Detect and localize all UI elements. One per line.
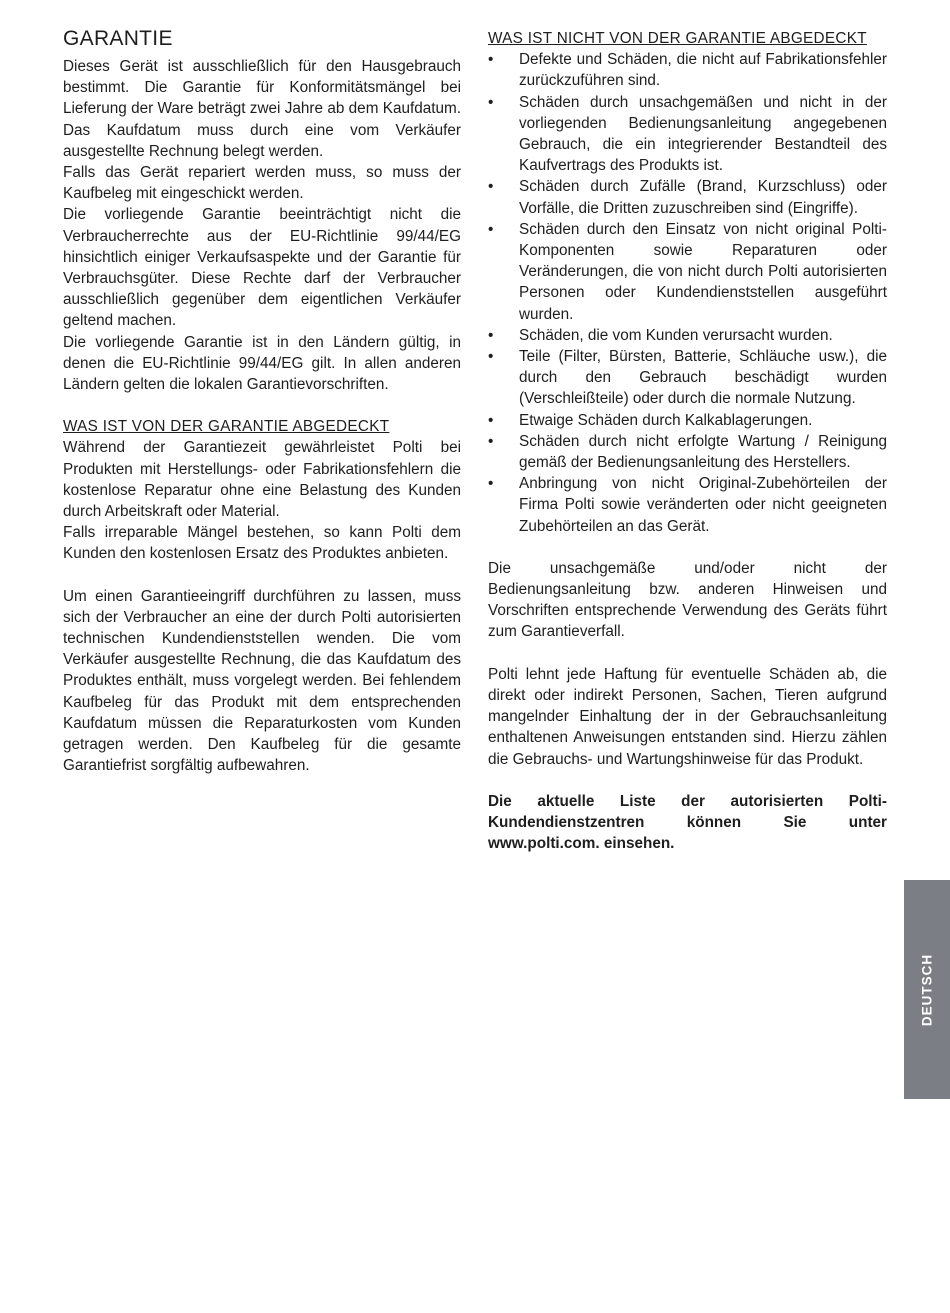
- bullet-icon: •: [488, 475, 494, 493]
- intro-paragraph-1: Dieses Gerät ist ausschließlich für den Hausgebrauch bestimmt. Die Garantie für Konformitätsmängel bei Lieferung der Ware beträgt zwei Jahre ab dem Kaufdatum. Das Kaufdatum muss durch eine vom Verkäufer ausgestellte Rechnung belegt werden.: [63, 58, 461, 160]
- bullet-icon: •: [488, 93, 494, 111]
- intro-paragraph-3: Die vorliegende Garantie beeinträchtigt nicht die Verbraucherrechte aus der EU-Richtlinie 99/44/EG hinsichtlich einiger Verkaufsaspekte und der Garantie für Verbrauchsgüter. Diese Rechte darf der Verbraucher ausschließlich gegenüber dem eigentlichen Verkäufer geltend machen.: [63, 206, 461, 330]
- covered-paragraph-2: Falls irreparable Mängel bestehen, so kann Polti dem Kunden den kostenlosen Ersatz des Produktes anbieten.: [63, 524, 461, 563]
- spacer: [63, 565, 461, 586]
- list-item: [488, 346, 887, 410]
- claim-paragraph: Um einen Garantieeingriff durchführen zu lassen, muss sich der Verbraucher an eine der durch Polti autorisierten technischen Kundendienststellen wenden. Die vom Verkäufer ausgestellte Rechnung, die das Kaufdatum des Produktes enthält, muss vorgelegt werden. Bei fehlendem Kaufbeleg für das Produkt mit dem entsprechenden Kaufdatum müssen die Reparaturkosten vom Kunden getragen werden. Den Kaufbeleg für die gesamte Garantiefrist sorgfältig aufbewahren.: [63, 587, 461, 775]
- spacer: [63, 395, 461, 416]
- list-item-text: Anbringung von nicht Original-Zubehörteilen der Firma Polti sowie veränderten oder nicht geeigneten Zubehörteilen an das Gerät.: [519, 475, 887, 535]
- not-covered-heading: WAS IST NICHT VON DER GARANTIE ABGEDECKT: [488, 30, 867, 47]
- bullet-icon: •: [488, 411, 494, 429]
- list-item-text: Etwaige Schäden durch Kalkablagerungen.: [519, 411, 813, 429]
- bullet-icon: •: [488, 432, 494, 450]
- bullet-icon: •: [488, 348, 494, 366]
- list-item-text: Schäden durch nicht erfolgte Wartung / Reinigung gemäß der Bedienungsanleitung des Herstellers.: [519, 432, 887, 472]
- bullet-icon: •: [488, 326, 494, 344]
- spacer: [488, 537, 887, 558]
- list-item: [488, 410, 887, 431]
- covered-heading: WAS IST VON DER GARANTIE ABGEDECKT: [63, 418, 390, 436]
- misuse-paragraph: Die unsachgemäße und/oder nicht der Bedienungsanleitung bzw. anderen Hinweisen und Vorschriften entsprechende Verwendung des Geräts führt zum Garantieverfall.: [488, 559, 887, 641]
- intro-paragraph-4: Die vorliegende Garantie ist in den Ländern gültig, in denen die EU-Richtlinie 99/44/EG gilt. In allen anderen Ländern gelten die lokalen Garantievorschriften.: [63, 333, 461, 394]
- list-item: [488, 325, 887, 346]
- left-column: [63, 26, 461, 777]
- list-item: [488, 431, 887, 473]
- bullet-icon: •: [488, 220, 494, 238]
- liability-paragraph: Polti lehnt jede Haftung für eventuelle Schäden ab, die direkt oder indirekt Personen, Sachen, Tieren aufgrund mangelnder Einhaltung der in der Gebrauchsanleitung enthaltenen Anweisungen entstanden sind. Hierzu zählen die Gebrauchs- und Wartungshinweise für das Produkt.: [488, 665, 887, 768]
- list-item: [488, 92, 887, 177]
- language-tab-label: DEUTSCH: [919, 953, 935, 1026]
- list-item: [488, 176, 887, 218]
- intro-paragraph-2: Falls das Gerät repariert werden muss, so muss der Kaufbeleg mit eingeschickt werden.: [63, 164, 461, 203]
- page-title: GARANTIE: [63, 27, 173, 50]
- list-item-text: Schäden, die vom Kunden verursacht wurden.: [519, 326, 833, 344]
- not-covered-list: [488, 49, 887, 537]
- list-item: [488, 219, 887, 325]
- list-item-text: Schäden durch unsachgemäßen und nicht in der vorliegenden Bedienungsanleitung angegebenen Gebrauch, die ein integrierender Bestandteil des Kaufvertrags des Produkts ist.: [519, 93, 887, 175]
- covered-paragraph-1: Während der Garantiezeit gewährleistet Polti bei Produkten mit Herstellungs- oder Fabrikationsfehlern die kostenlose Reparatur ohne eine Belastung des Kunden durch Arbeitskraft oder Material.: [63, 439, 461, 521]
- list-item: [488, 49, 887, 91]
- service-list-note: Die aktuelle Liste der autorisierten Polti-Kundendienstzentren können Sie unter www.polti.com. einsehen.: [488, 792, 887, 853]
- list-item-text: Schäden durch Zufälle (Brand, Kurzschluss) oder Vorfälle, die Dritten zuzuschreiben sind (Eingriffe).: [519, 178, 887, 217]
- bullet-icon: •: [488, 51, 494, 69]
- right-column: [488, 26, 887, 854]
- list-item-text: Teile (Filter, Bürsten, Batterie, Schläuche usw.), die durch den Gebrauch beschädigt wurden (Verschleißteile) oder durch die normale Nutzung.: [519, 348, 887, 408]
- bullet-icon: •: [488, 178, 494, 196]
- list-item-text: Schäden durch den Einsatz von nicht original Polti-Komponenten sowie Reparaturen oder Veränderungen, die von nicht durch Polti autorisierten Personen oder Kundendienststellen ausgeführt wurden.: [519, 220, 887, 323]
- language-tab: [904, 880, 950, 1099]
- spacer: [488, 643, 887, 664]
- list-item-text: Defekte und Schäden, die nicht auf Fabrikationsfehler zurückzuführen sind.: [519, 51, 887, 90]
- spacer: [488, 770, 887, 791]
- list-item: [488, 473, 887, 537]
